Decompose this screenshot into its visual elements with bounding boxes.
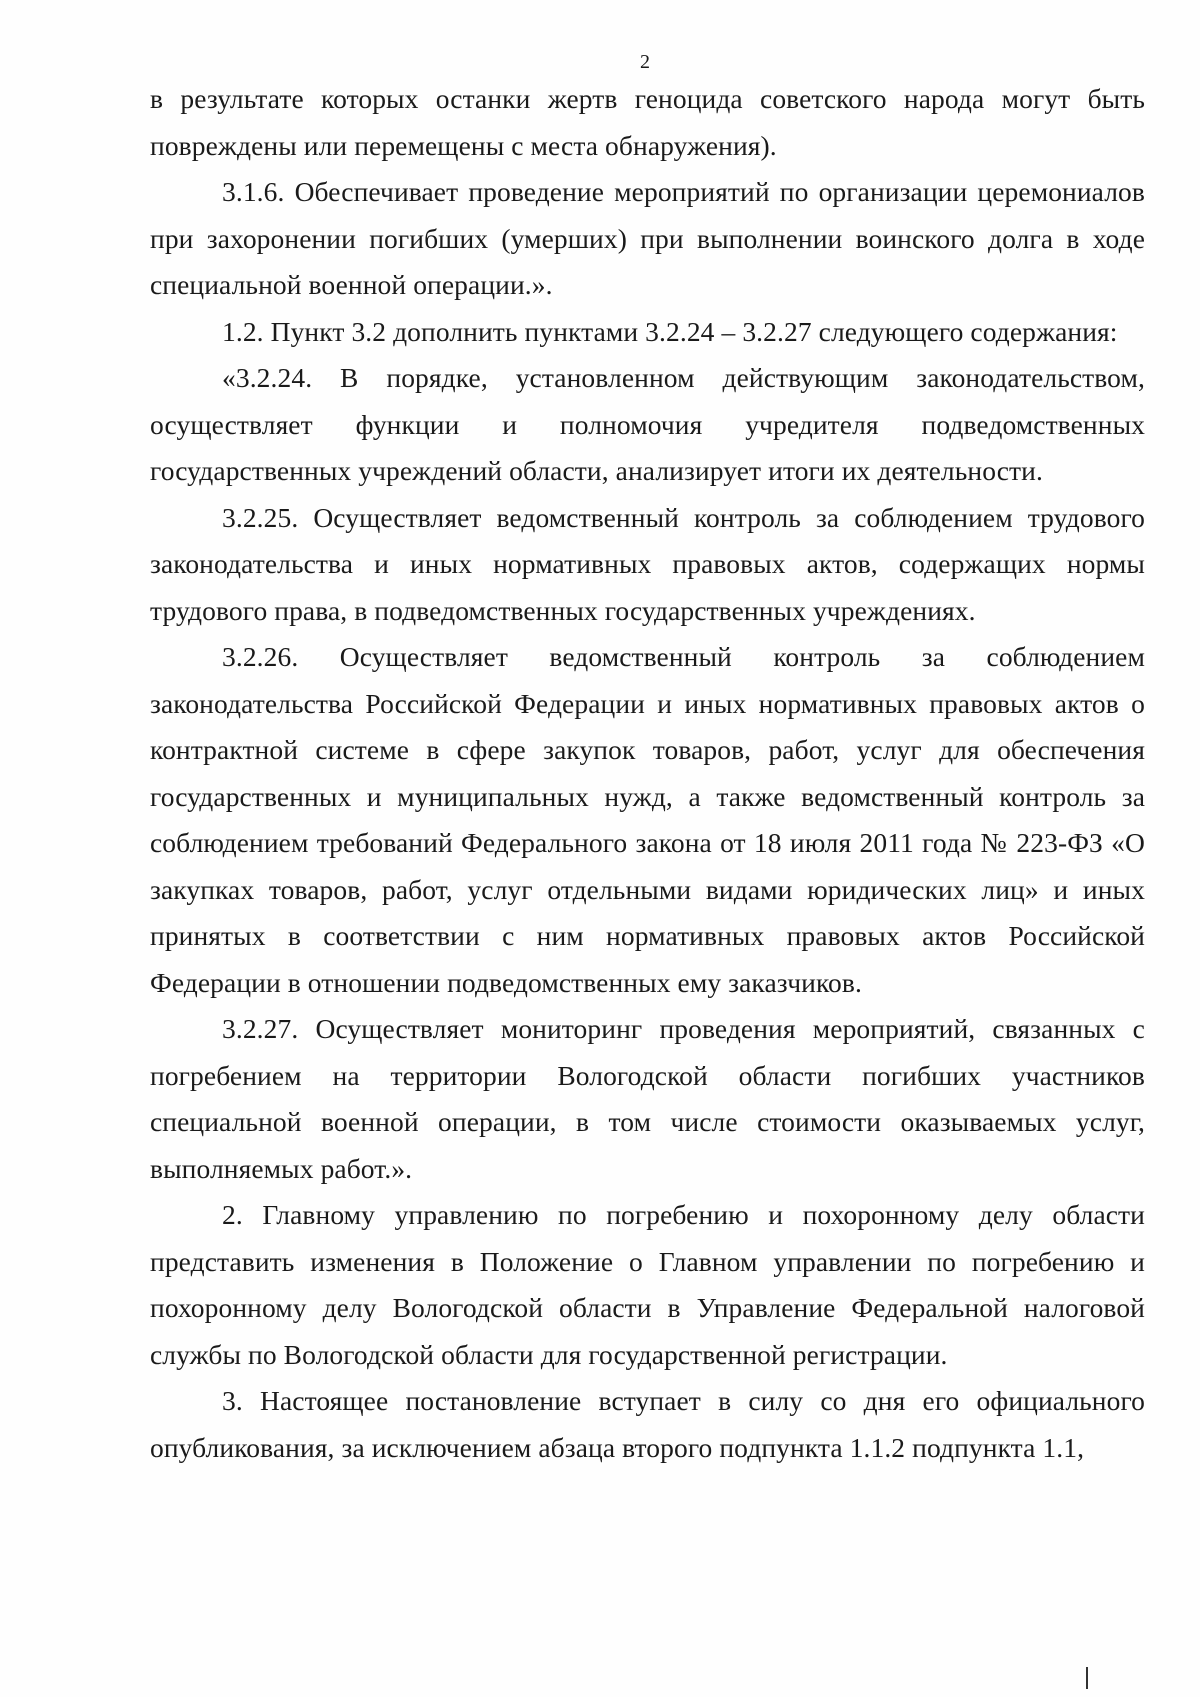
page-number: 2 bbox=[640, 51, 650, 73]
paragraph-3-1-6: 3.1.6. Обеспечивает проведение мероприятий по организации церемониалов при захоронении погибших (умерших) при выполнении воинского долга в ходе специальной военной операции.». bbox=[150, 176, 1145, 300]
paragraph-1-2: 1.2. Пункт 3.2 дополнить пунктами 3.2.24 – 3.2.27 следующего содержания: bbox=[222, 315, 1118, 347]
paragraph-3-2-24: «3.2.24. В порядке, установленном действующим законодательством, осуществляет функции и полномочия учредителя подведомственных государственных учреждений области, анализирует итоги их деятельности. bbox=[150, 362, 1145, 486]
paragraph-2: 2. Главному управлению по погребению и похоронному делу области представить изменения в Положение о Главном управлении по погребению и похоронному делу Вологодской области в Управление Федеральной налоговой службы по Вологодской области для государственной регистрации. bbox=[150, 1199, 1145, 1370]
document-body bbox=[150, 76, 1145, 1471]
scan-mark bbox=[1086, 1667, 1088, 1689]
paragraph-3-2-27: 3.2.27. Осуществляет мониторинг проведения мероприятий, связанных с погребением на территории Вологодской области погибших участников специальной военной операции, в том числе стоимости оказываемых услуг, выполняемых работ.». bbox=[150, 1013, 1145, 1184]
paragraph-continuation: в результате которых останки жертв геноцида советского народа могут быть повреждены или перемещены с места обнаружения). bbox=[150, 83, 1145, 161]
paragraph-3-2-26: 3.2.26. Осуществляет ведомственный контроль за соблюдением законодательства Российской Федерации и иных нормативных правовых актов о контрактной системе в сфере закупок товаров, работ, услуг для обеспечения государственных и муниципальных нужд, а также ведомственный контроль за соблюдением требований Федерального закона от 18 июля 2011 года № 223-ФЗ «О закупках товаров, работ, услуг отдельными видами юридических лиц» и иных принятых в соответствии с ним нормативных правовых актов Российской Федерации в отношении подведомственных ему заказчиков. bbox=[150, 641, 1145, 998]
paragraph-3-2-25: 3.2.25. Осуществляет ведомственный контроль за соблюдением трудового законодательства и иных нормативных правовых актов, содержащих нормы трудового права, в подведомственных государственных учреждениях. bbox=[150, 501, 1145, 626]
paragraph-3: 3. Настоящее постановление вступает в силу со дня его официального опубликования, за исключением абзаца второго подпункта 1.1.2 подпункта 1.1, bbox=[150, 1385, 1145, 1463]
